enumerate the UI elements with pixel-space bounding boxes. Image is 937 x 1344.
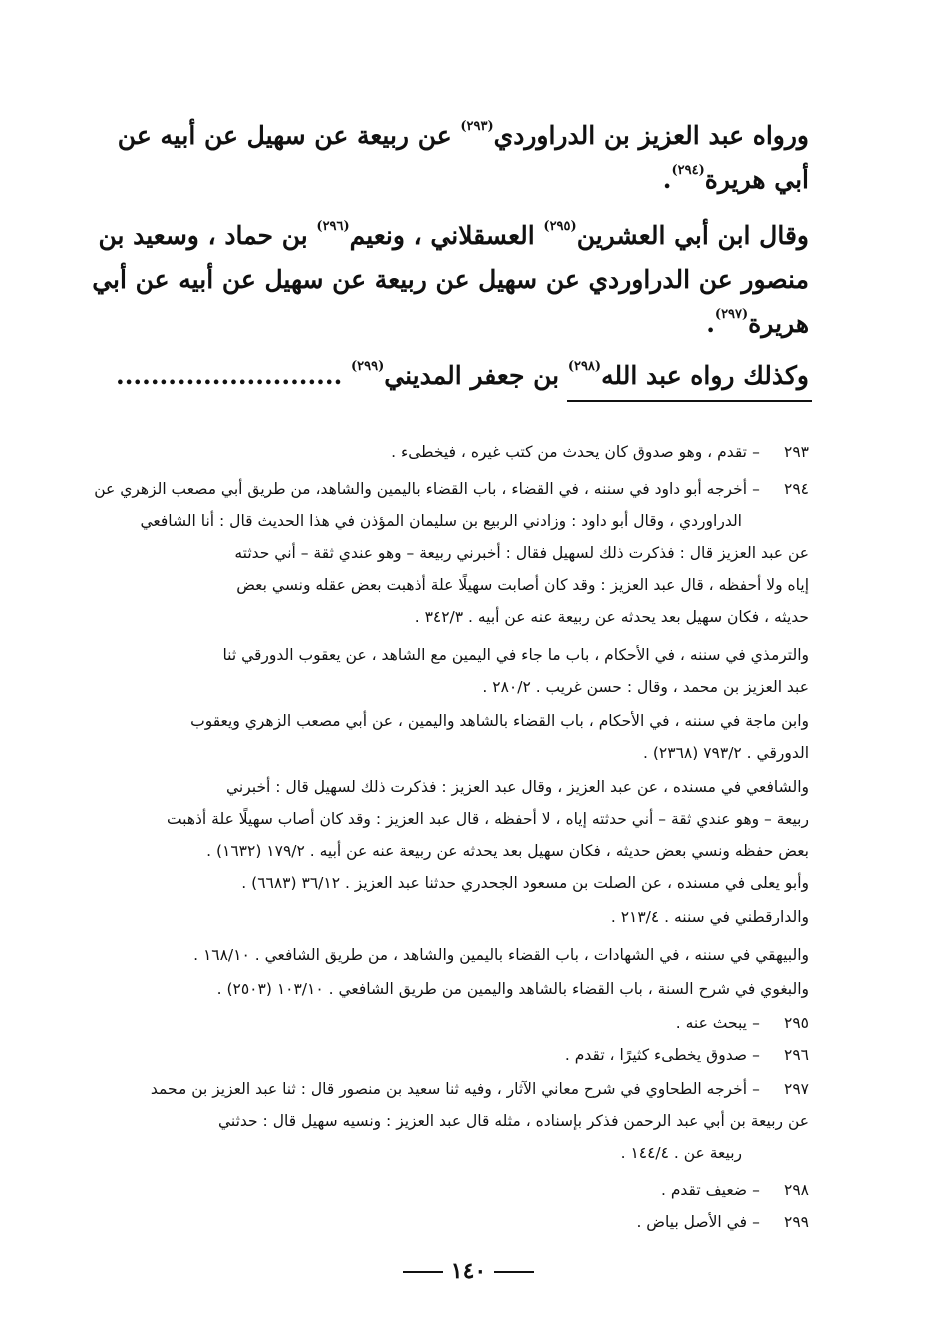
page-number-text: ١٤٠	[450, 1258, 487, 1284]
footnote-line: بعض حفظه ونسي بعض حديثه ، فكان سهيل بعد يحدثه عن ربيعة عنه عن أبيه . ١٧٩/٢ (١٦٣٢) .	[206, 842, 809, 860]
body-text: ..........................	[116, 361, 351, 390]
footnote-text: أخرجه أبو داود في سننه ، في القضاء ، باب القضاء باليمين والشاهد، من طريق أبي مصعب الزهري عن	[94, 480, 747, 498]
footnote-line: وأبو يعلى في مسنده ، عن الصلت بن مسعود الجحدري حدثنا عبد العزيز . ٣٦/١٢ (٦٦٨٣) .	[241, 874, 809, 892]
body-text: أبي هريرة	[704, 165, 809, 194]
footnote-number: ٢٩٥	[784, 1014, 809, 1032]
footnote-line: حديثه ، فكان سهيل بعد يحدثه عن ربيعة عنه عن أبيه . ٣٤٢/٣ .	[414, 608, 809, 626]
footnote-text: تقدم ، وهو صدوق كان يحدث من كتب غيره ، فيخطىء .	[391, 443, 747, 461]
footnote-text: صدوق يخطىء كثيرًا ، تقدم .	[564, 1046, 747, 1064]
footnote-number: ٢٩٨	[784, 1181, 809, 1199]
footnote-293	[109, 437, 809, 467]
footnote-dash: –	[752, 1080, 760, 1098]
footnote-dash: –	[752, 1213, 760, 1231]
body-line	[109, 156, 809, 204]
footnote-line: الدراوردي ، وقال أبو داود : وزادني الربيع بن سليمان المؤذن في هذا الحديث قال : أنا الشافعي	[140, 512, 742, 530]
body-text: ورواه عبد العزيز بن الدراوردي	[493, 121, 809, 150]
footnote-line: إياه ولا أحفظه ، قال عبد العزيز : وقد كان أصابت سهيلًا علة أذهبت بعض عقله ونسي بعض	[236, 576, 809, 594]
footnote-text: يبحث عنه .	[675, 1014, 747, 1032]
body-text: وقال ابن أبي العشرين	[576, 221, 809, 250]
body-text: العسقلاني ، ونعيم	[349, 221, 544, 250]
footnote-text: أخرجه الطحاوي في شرح معاني الآثار ، وفيه ثنا سعيد بن منصور قال : ثنا عبد العزيز بن محمد	[150, 1080, 747, 1098]
footnote-separator	[567, 400, 812, 402]
footnote-298	[109, 1175, 809, 1205]
footnote-ref[interactable]: (٢٩٣)	[460, 119, 494, 134]
footnote-line: ربيعة عن . ١٤٤/٤ .	[620, 1144, 742, 1162]
footnote-line: الدورقي . ٧٩٣/٢ (٢٣٦٨) .	[643, 744, 809, 762]
footnote-number: ٢٩٦	[784, 1046, 809, 1064]
footnote-text: ضعيف تقدم .	[660, 1181, 747, 1199]
page-number-bar-right	[403, 1271, 443, 1273]
footnote-line: والدارقطني في سننه . ٢١٣/٤ .	[610, 908, 809, 926]
footnote-text: في الأصل بياض .	[636, 1213, 747, 1231]
footnote-dash: –	[752, 480, 760, 498]
footnote-ref[interactable]: (٢٩٧)	[714, 307, 749, 322]
footnote-line: عن ربيعة بن أبي عبد الرحمن فذكر بإسناده ، مثله قال عبد العزيز : ونسيه سهيل قال : حدثني	[218, 1112, 809, 1130]
footnote-line: والشافعي في مسنده ، عن عبد العزيز ، وقال عبد العزيز : فذكرت ذلك لسهيل قال : أخبرني	[226, 778, 809, 796]
body-text: وكذلك رواه عبد الله	[601, 361, 809, 390]
footnote-number: ٢٩٣	[784, 443, 809, 461]
body-text: .	[662, 165, 672, 194]
body-text: بن جعفر المديني	[384, 361, 568, 390]
body-text: .	[706, 309, 715, 338]
body-text: بن حماد ، وسعيد بن	[98, 221, 317, 250]
footnote-ref[interactable]: (٢٩٥)	[543, 219, 577, 234]
footnote-line: عبد العزيز بن محمد ، وقال : حسن غريب . ٢٨٠/٢ .	[482, 678, 809, 696]
footnote-296	[109, 1040, 809, 1070]
footnote-number: ٢٩٧	[784, 1080, 809, 1098]
footnote-line: عن عبد العزيز قال : فذكرت ذلك لسهيل فقال : أخبرني ربيعة – وهو عندي ثقة – أني حدثته	[234, 544, 809, 562]
footnote-line: ربيعة – وهو عندي ثقة – أني حدثته إياه ، لا أحفظه ، قال عبد العزيز : وقد كان أصاب سهيلًا علة أذهبت	[166, 810, 809, 828]
footnote-line: وابن ماجة في سننه ، في الأحكام ، باب القضاء بالشاهد واليمين ، عن أبي مصعب الزهري ويعقوب	[190, 712, 809, 730]
footnote-number: ٢٩٩	[784, 1213, 809, 1231]
body-line	[109, 112, 809, 160]
footnote-295	[109, 1008, 809, 1038]
body-line: منصور عن الدراوردي عن سهيل عن ربيعة عن سهيل عن أبيه عن أبي	[92, 265, 809, 294]
footnote-ref[interactable]: (٢٩٤)	[671, 163, 705, 178]
body-text: عن ربيعة عن سهيل عن أبيه عن	[117, 121, 461, 150]
body-line	[109, 300, 809, 348]
page-number	[0, 1258, 937, 1284]
page-number-bar-left	[494, 1271, 534, 1273]
footnote-297	[109, 1074, 809, 1104]
footnote-dash: –	[752, 1181, 760, 1199]
footnote-dash: –	[752, 1014, 760, 1032]
body-line	[109, 352, 809, 400]
body-text: هريرة	[748, 309, 809, 338]
footnote-dash: –	[752, 443, 760, 461]
footnote-dash: –	[752, 1046, 760, 1064]
footnote-ref[interactable]: (٢٩٩)	[351, 359, 385, 374]
footnote-ref[interactable]: (٢٩٨)	[567, 359, 602, 374]
footnote-ref[interactable]: (٢٩٦)	[316, 219, 350, 234]
body-line	[98, 212, 809, 260]
footnote-number: ٢٩٤	[784, 480, 809, 498]
footnote-294	[94, 474, 809, 504]
footnote-line: والبيهقي في سننه ، في الشهادات ، باب القضاء باليمين والشاهد ، من طريق الشافعي . ١٦٨/١٠ .	[193, 946, 809, 964]
footnote-line: والبغوي في شرح السنة ، باب القضاء بالشاهد واليمين من طريق الشافعي . ١٠٣/١٠ (٢٥٠٣) .	[216, 980, 809, 998]
footnote-299	[109, 1207, 809, 1237]
footnote-line: والترمذي في سننه ، في الأحكام ، باب ما جاء في اليمين مع الشاهد ، عن يعقوب الدورقي ثنا	[222, 646, 809, 664]
